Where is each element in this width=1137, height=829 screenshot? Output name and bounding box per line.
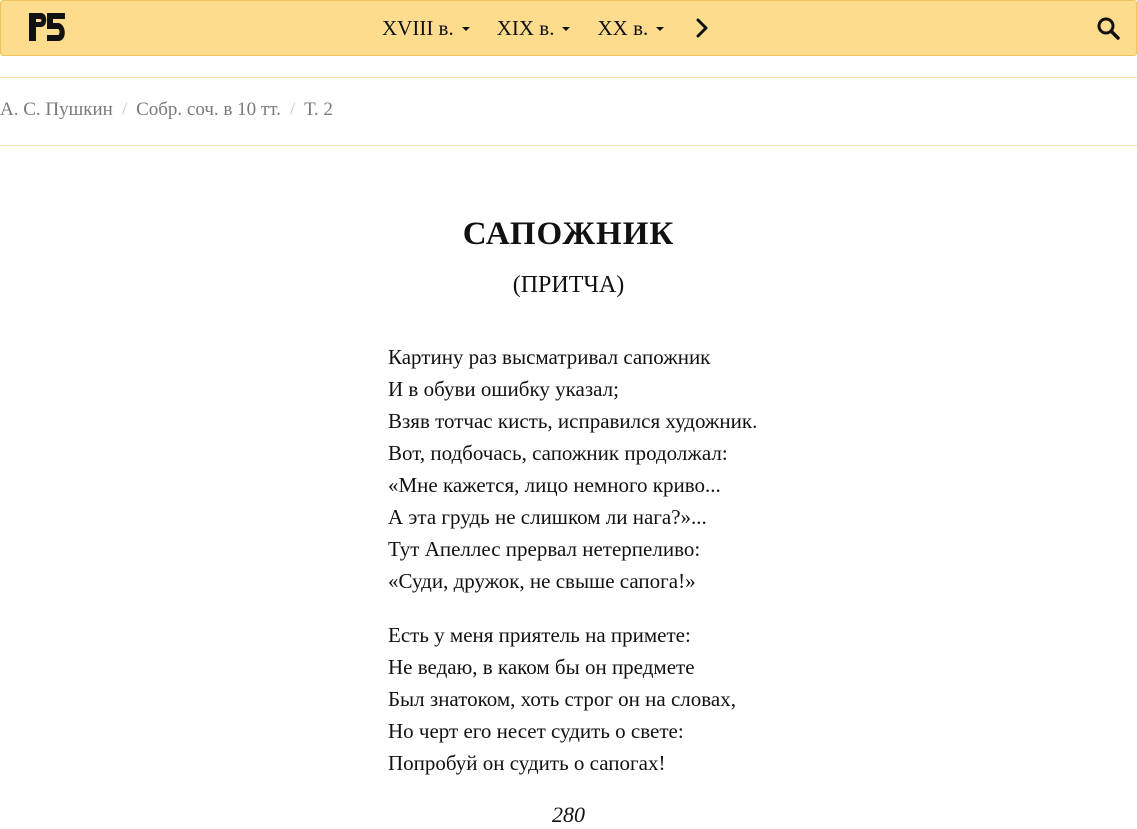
poem-line: Был знатоком, хоть строг он на словах,: [388, 687, 736, 711]
nav-dropdown-19th-century[interactable]: [497, 16, 571, 41]
search-icon[interactable]: [1096, 16, 1120, 40]
poem-line: Не ведаю, в каком бы он предмете: [388, 655, 695, 679]
breadcrumb: [0, 99, 333, 121]
page-number: 280: [552, 802, 585, 827]
poem-line: Попробуй он судить о сапогах!: [388, 751, 666, 775]
rb-logo-icon[interactable]: [27, 11, 67, 43]
poem-stanza-1: [388, 341, 757, 597]
poem-line: Картину раз высматривал сапожник: [388, 345, 711, 369]
nav-dropdown-20th-century[interactable]: [597, 16, 664, 41]
poem-line: И в обуви ошибку указал;: [388, 377, 619, 401]
work-subtitle: (ПРИТЧА): [512, 272, 625, 298]
caret-down-icon: [462, 27, 470, 31]
poem-line: «Мне кажется, лицо немного криво...: [388, 473, 721, 497]
nav-label: XVIII в.: [382, 15, 454, 40]
nav-next-button[interactable]: [695, 17, 709, 39]
poem-line: Вот, подбочась, сапожник продолжал:: [388, 441, 728, 465]
main-nav: [382, 1, 709, 55]
nav-label: XX в.: [597, 15, 649, 40]
caret-down-icon: [656, 27, 664, 31]
work-title: САПОЖНИК: [462, 216, 675, 252]
breadcrumb-separator: /: [121, 99, 128, 120]
poem-line: Взяв тотчас кисть, исправился художник.: [388, 409, 758, 433]
top-navbar: [0, 0, 1137, 56]
breadcrumb-volume[interactable]: Т. 2: [304, 99, 333, 120]
poem-line: «Суди, дружок, не свыше сапога!»: [388, 569, 696, 593]
divider: [0, 145, 1137, 146]
poem-line: Тут Апеллес прервал нетерпеливо:: [388, 537, 701, 561]
poem-line: Но черт его несет судить о свете:: [388, 719, 684, 743]
chevron-right-icon: [695, 17, 709, 39]
poem-stanza-2: [388, 619, 736, 779]
nav-label: XIX в.: [496, 15, 555, 40]
breadcrumb-collection[interactable]: Собр. соч. в 10 тт.: [136, 99, 281, 120]
nav-dropdown-18th-century[interactable]: [382, 16, 470, 41]
poem-line: Есть у меня приятель на примете:: [388, 623, 691, 647]
divider: [0, 77, 1137, 78]
breadcrumb-author[interactable]: А. С. Пушкин: [0, 99, 113, 120]
caret-down-icon: [562, 27, 570, 31]
poem-line: А эта грудь не слишком ли нага?»...: [388, 505, 707, 529]
breadcrumb-separator: /: [289, 99, 296, 120]
